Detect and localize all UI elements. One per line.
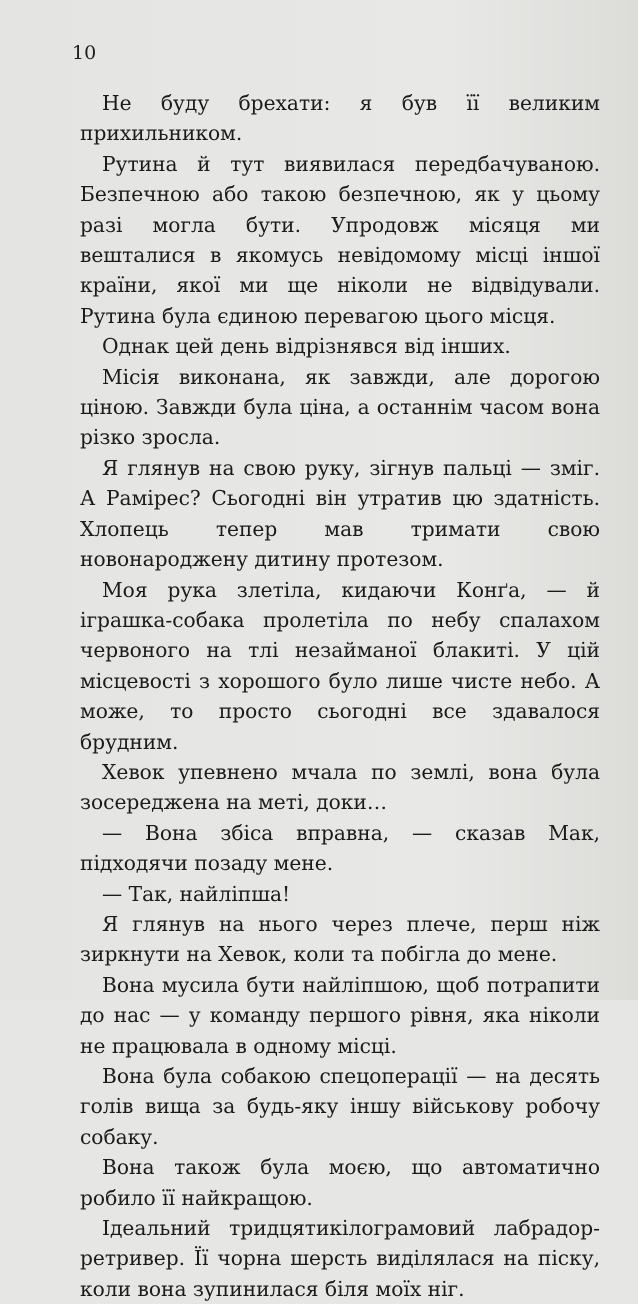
paragraph-10: Я глянув на нього через плече, перш ніж зиркнути на Хевок, коли та побігла до мене. [80,911,600,967]
paragraph-7: Хевок упевнено мчала по землі, вона була зосереджена на меті, доки… [80,759,600,815]
body-text [80,88,600,1304]
paragraph-11: Вона мусила бути найліпшою, щоб потрапити до нас — у команду першого рівня, яка ніколи не працювала в одному місці. [80,972,600,1058]
paragraph-1: Не буду брехати: я був її великим прихильником. [80,91,600,146]
page-number: 10 [72,42,97,64]
paragraph-2: Рутина й тут виявилася передбачуваною. Безпечною або такою безпечною, як у цьому разі могла бути. Упродовж місяця ми вешталися в якомусь невідомому місці іншої країни, якої ми ще ніколи не відвідували. Рутина була єдиною перевагою цього місця. [80,151,600,328]
paragraph-8: — Вона збіса вправна, — сказав Мак, підходячи позаду мене. [80,820,600,876]
paragraph-12: Вона була собакою спецоперації — на десять голів вища за будь-яку іншу військову робочу собаку. [80,1064,600,1149]
paragraph-4: Місія виконана, як завжди, але дорогою ціною. Завжди була ціна, а останнім часом вона різко зросла. [80,364,600,450]
paragraph-3: Однак цей день відрізнявся від інших. [102,334,511,359]
paragraph-6: Моя рука злетіла, кидаючи Конґа, — й іграшка-собака пролетіла по небу спалахом червоного на тлі незайманої блакиті. У цій місцевості з хорошого було лише чисте небо. А може, то просто сьогодні все здавалося брудним. [80,577,600,754]
paragraph-14: Ідеальний тридцятикілограмовий лабрадор-ретривер. Її чорна шерсть виділялася на піску, коли вона зупинилася біля моїх ніг. [80,1216,600,1301]
paragraph-9: — Так, найліпша! [102,881,291,906]
paragraph-5: Я глянув на свою руку, зігнув пальці — зміг. А Рамірес? Сьогодні він утратив цю здатність. Хлопець тепер мав тримати свою новонароджену дитину протезом. [80,455,600,572]
paragraph-13: Вона також була моєю, що автоматично робило її найкращою. [80,1155,600,1210]
